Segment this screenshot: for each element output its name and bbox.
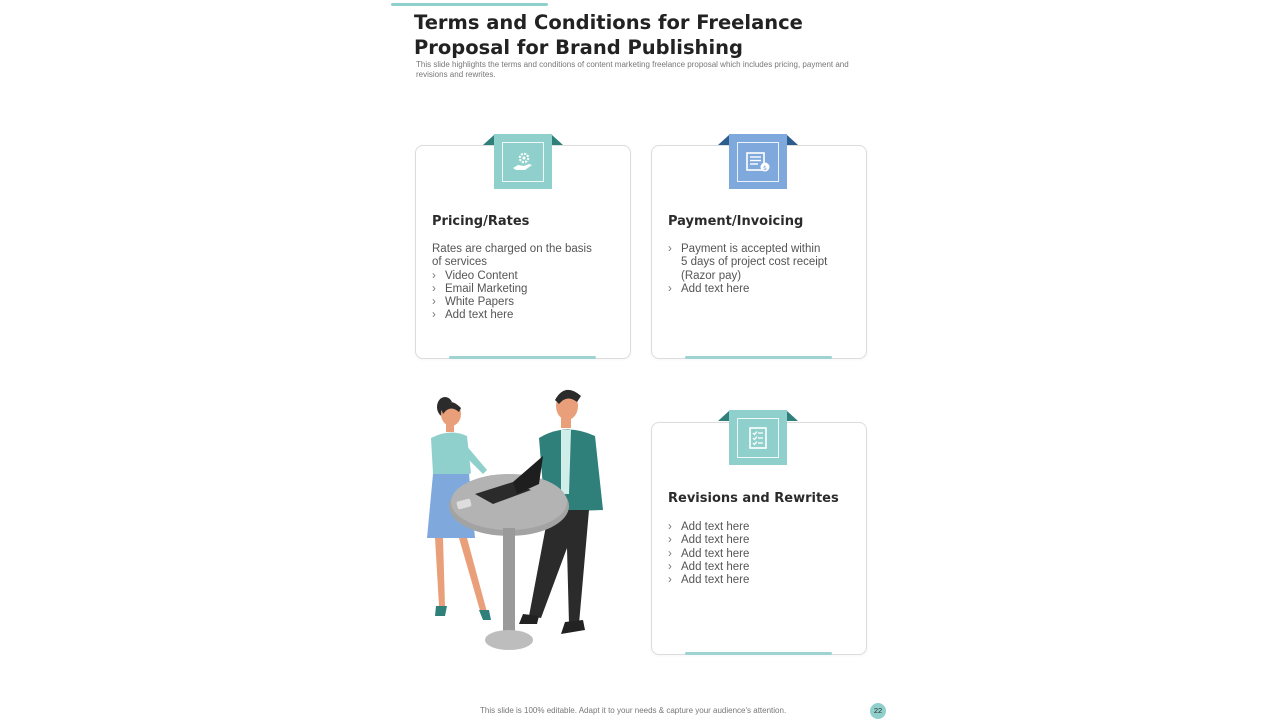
payment-icon-box [729, 134, 787, 189]
list-item: › Add text here [668, 534, 838, 547]
page-number-badge: 22 [870, 703, 886, 719]
page-title: Terms and Conditions for Freelance Proposal for Brand Publishing [414, 11, 803, 59]
checklist-icon [746, 425, 770, 451]
list-item: › Email Marketing [432, 283, 602, 296]
card-bottom-bar [685, 652, 832, 655]
page-subtitle: This slide highlights the terms and conditions of content marketing freelance proposal which includes pricing, payment and revisions and rewrites. [416, 60, 849, 79]
card-bottom-bar [685, 356, 832, 359]
svg-text:$: $ [762, 163, 768, 172]
revisions-card-title: Revisions and Rewrites [668, 491, 839, 506]
pricing-card-title: Pricing/Rates [432, 214, 530, 229]
revisions-icon-box [729, 410, 787, 465]
business-people-illustration [405, 378, 615, 658]
ribbon-left [718, 135, 729, 145]
table-stand [503, 528, 515, 638]
card-bottom-bar [449, 356, 596, 359]
list-item: › Add text here [668, 561, 838, 574]
revisions-card-body [668, 521, 838, 587]
list-item: › White Papers [432, 296, 602, 309]
hand-gear-icon [510, 149, 536, 175]
ribbon-left [718, 411, 729, 421]
pricing-icon-box [494, 134, 552, 189]
payment-card-title: Payment/Invoicing [668, 214, 804, 229]
list-item: › Add text here [668, 283, 828, 296]
list-item: › Add text here [432, 309, 602, 322]
pricing-card-body [432, 243, 602, 323]
list-item: › Add text here [668, 574, 838, 587]
table-base [485, 630, 533, 650]
invoice-icon [744, 149, 772, 175]
list-item: › Video Content [432, 270, 602, 283]
ribbon-right [552, 135, 563, 145]
footer-note: This slide is 100% editable. Adapt it to your needs & capture your audience's attention. [480, 706, 787, 715]
ribbon-right [787, 411, 798, 421]
pricing-card-intro: Rates are charged on the basis of services [432, 243, 592, 269]
top-accent-bar [391, 3, 548, 6]
ribbon-right [787, 135, 798, 145]
list-item: › Add text here [668, 521, 838, 534]
payment-card-body [668, 243, 828, 296]
ribbon-left [483, 135, 494, 145]
list-item: › Add text here [668, 548, 838, 561]
list-item: › Payment is accepted within 5 days of project cost receipt (Razor pay) [668, 243, 828, 283]
